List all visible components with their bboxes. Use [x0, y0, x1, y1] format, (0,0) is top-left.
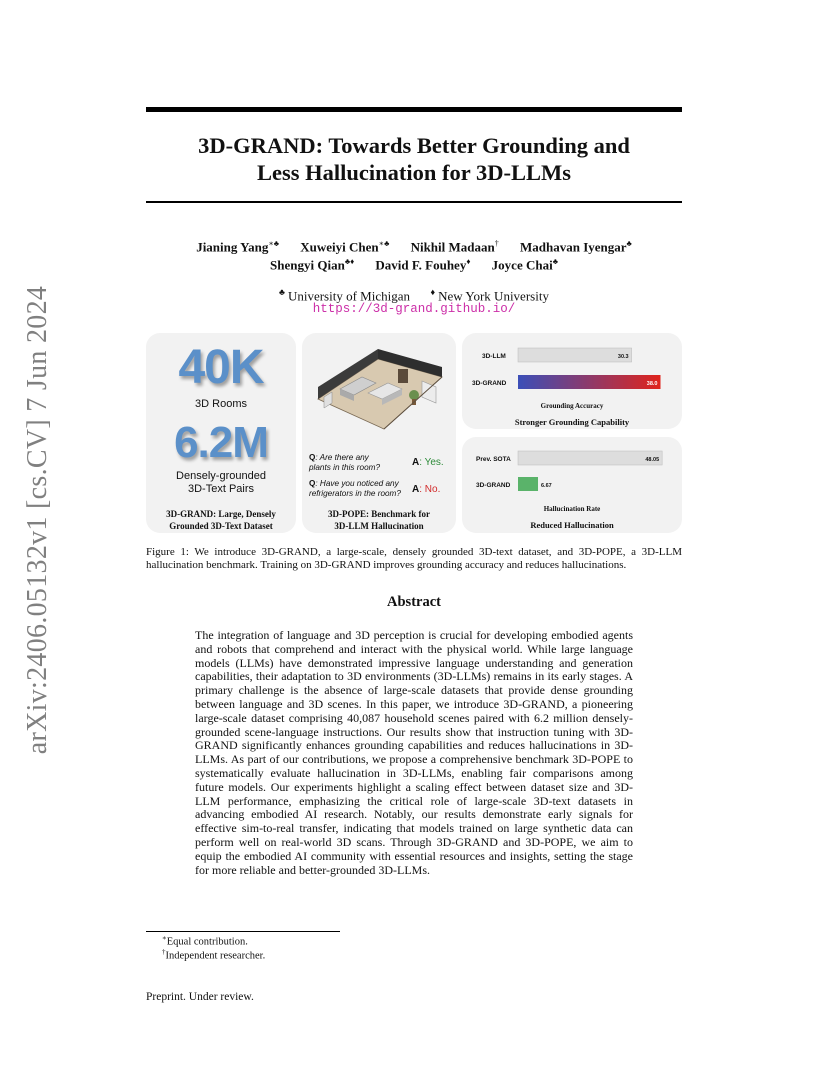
answer-2-prefix: A — [412, 484, 420, 495]
rooms-label: 3D Rooms — [195, 398, 247, 410]
pairs-label-line-1: Densely-grounded — [176, 470, 266, 482]
author-marks: ♣♦ — [344, 257, 355, 266]
footnote-1-mark: ∗ — [162, 934, 167, 942]
abstract-text: The integration of language and 3D perception is crucial for developing embodied agents and robots that comprehend and interact with the physical world. While large language models (LLMs) have demonstrated impressive language understanding and generation capabilities, their adaptation to 3D environments (3D-LLMs) remains in its early stages. A primary challenge is the absence of large-scale datasets that provide dense grounding between language and 3D scenes. In this paper, we introduce 3D-GRAND, a pioneering large-scale dataset comprising 40,087 household scenes paired with 6.2 million densely-grounded scene-language instructions. Our results show that instruction tuning with 3D-GRAND significantly enhances grounding capabilities and reduces hallucinations in 3D-LLMs. As part of our contributions, we propose a comprehensive benchmark 3D-POPE to systematically evaluate hallucination in 3D-LLMs, enabling fair comparisons among future models. Our experiments highlight a scaling effect between dataset size and 3D-LLM performance, emphasizing the critical role of large-scale 3D-text datasets in advancing embodied AI research. Notably, our results demonstrate early signals for effective sim-to-real transfer, indicating that models trained on large synthetic data can perform well on real-world 3D scans. Through 3D-GRAND and 3D-POPE, we aim to equip the embodied AI community with essential resources and insights, setting the stage for more reliable and better-grounded 3D-LLMs. — [195, 628, 633, 877]
author — [300, 239, 389, 255]
affiliation-name: University of Michigan — [287, 288, 410, 304]
chart1-xlabel: Grounding Accuracy — [540, 402, 604, 410]
question-2-prefix: Q — [309, 479, 316, 488]
question-2-line-1: : Have you noticed any — [315, 479, 399, 488]
author-name: Joyce Chai — [491, 257, 553, 273]
footnote-1-text: Equal contribution. — [166, 936, 248, 948]
authors-row-1 — [146, 239, 682, 255]
chart2-bar-prev-sota — [518, 451, 662, 465]
chart2-value-2: 6.67 — [541, 483, 552, 489]
question-1-line-1: : Are there any — [315, 453, 369, 462]
author-marks: ♣ — [552, 257, 558, 266]
question-2 — [309, 479, 401, 499]
affiliation-name: New York University — [438, 288, 549, 304]
chart2-xlabel: Hallucination Rate — [543, 505, 601, 513]
answer-1 — [412, 457, 444, 468]
question-1 — [309, 453, 380, 473]
abstract-heading: Abstract — [387, 594, 441, 610]
chart2-caption: Reduced Hallucination — [530, 520, 614, 530]
answer-1-text: : Yes. — [419, 457, 444, 468]
author-name: David F. Fouhey — [375, 257, 467, 273]
pope-caption-line-1: 3D-POPE: Benchmark for — [328, 509, 430, 519]
pairs-count: 6.2M — [174, 418, 268, 467]
author-marks: ♣ — [626, 239, 632, 248]
project-url[interactable]: https://3d-grand.github.io/ — [312, 302, 516, 316]
chart1-value-2: 38.0 — [646, 381, 658, 387]
author-name: Xuweiyi Chen — [300, 239, 379, 255]
grounding-accuracy-chart — [462, 333, 682, 429]
answer-2 — [412, 484, 440, 495]
question-1-line-2: plants in this room? — [309, 463, 380, 472]
chart1-bar-3d-grand — [518, 375, 661, 389]
title-top-rule — [146, 107, 682, 112]
footnote-2-mark: † — [162, 948, 166, 956]
paper-title — [146, 132, 682, 186]
author-marks: † — [494, 239, 499, 248]
authors-row-2 — [146, 257, 682, 273]
pairs-label — [146, 470, 296, 496]
author — [196, 239, 279, 255]
chart2-category-2: 3D-GRAND — [476, 482, 511, 489]
arxiv-identifier: arXiv:2406.05132v1 [cs.CV] 7 Jun 2024 — [22, 285, 53, 755]
question-1-prefix: Q — [309, 453, 316, 462]
dataset-caption-line-1: 3D-GRAND: Large, Densely — [166, 509, 276, 519]
chart2-bar-3d-grand — [518, 477, 538, 491]
author — [270, 257, 354, 273]
answer-2-text: : No. — [419, 484, 441, 495]
chart1-bar-3d-llm — [518, 348, 632, 362]
room-render-image — [310, 337, 450, 437]
chart1-value-1: 30.3 — [617, 354, 629, 360]
footnote-rule — [146, 931, 340, 932]
affiliation-mark: ♣ — [279, 287, 285, 297]
title-line-2: Less Hallucination for 3D-LLMs — [257, 160, 571, 185]
footnote-2-text: Independent researcher. — [165, 950, 266, 962]
chart2-category-1: Prev. SOTA — [476, 456, 511, 463]
author — [375, 257, 470, 273]
pope-caption-line-2: 3D-LLM Hallucination — [334, 521, 424, 531]
footnote-1 — [162, 934, 248, 948]
hallucination-rate-chart — [462, 437, 682, 533]
chart1-category-1: 3D-LLM — [482, 353, 506, 360]
title-line-1: 3D-GRAND: Towards Better Grounding and — [198, 133, 630, 158]
chart1-category-2: 3D-GRAND — [472, 380, 507, 387]
author-marks: ♦ — [466, 257, 471, 266]
chart1-caption: Stronger Grounding Capability — [514, 417, 630, 427]
dataset-caption — [146, 508, 296, 532]
answer-1-prefix: A — [412, 457, 420, 468]
rooms-count: 40K — [178, 341, 264, 394]
author-name: Madhavan Iyengar — [520, 239, 627, 255]
figure-caption: Figure 1: We introduce 3D-GRAND, a large-scale, densely grounded 3D-text dataset, and 3D-POPE, a 3D-LLM hallucination benchmark. Training on 3D-GRAND improves grounding accuracy and reduces hallucinations. — [146, 546, 682, 571]
author-name: Nikhil Madaan — [410, 239, 495, 255]
author — [492, 257, 558, 273]
chart2-value-1: 48.05 — [645, 457, 660, 463]
preprint-note: Preprint. Under review. — [146, 991, 254, 1003]
author-name: Jianing Yang — [196, 239, 269, 255]
affiliation-mark: ♦ — [430, 287, 436, 297]
author-marks: ∗♣ — [378, 239, 390, 248]
author-marks: ∗♣ — [268, 239, 280, 248]
author — [411, 239, 499, 255]
pope-caption — [302, 508, 456, 532]
footnote-2 — [162, 948, 265, 962]
title-bottom-rule — [146, 201, 682, 203]
author — [520, 239, 632, 255]
pairs-label-line-2: 3D-Text Pairs — [187, 483, 255, 495]
dataset-caption-line-2: Grounded 3D-Text Dataset — [169, 521, 273, 531]
question-2-line-2: refrigerators in the room? — [309, 489, 401, 498]
author-name: Shengyi Qian — [270, 257, 345, 273]
